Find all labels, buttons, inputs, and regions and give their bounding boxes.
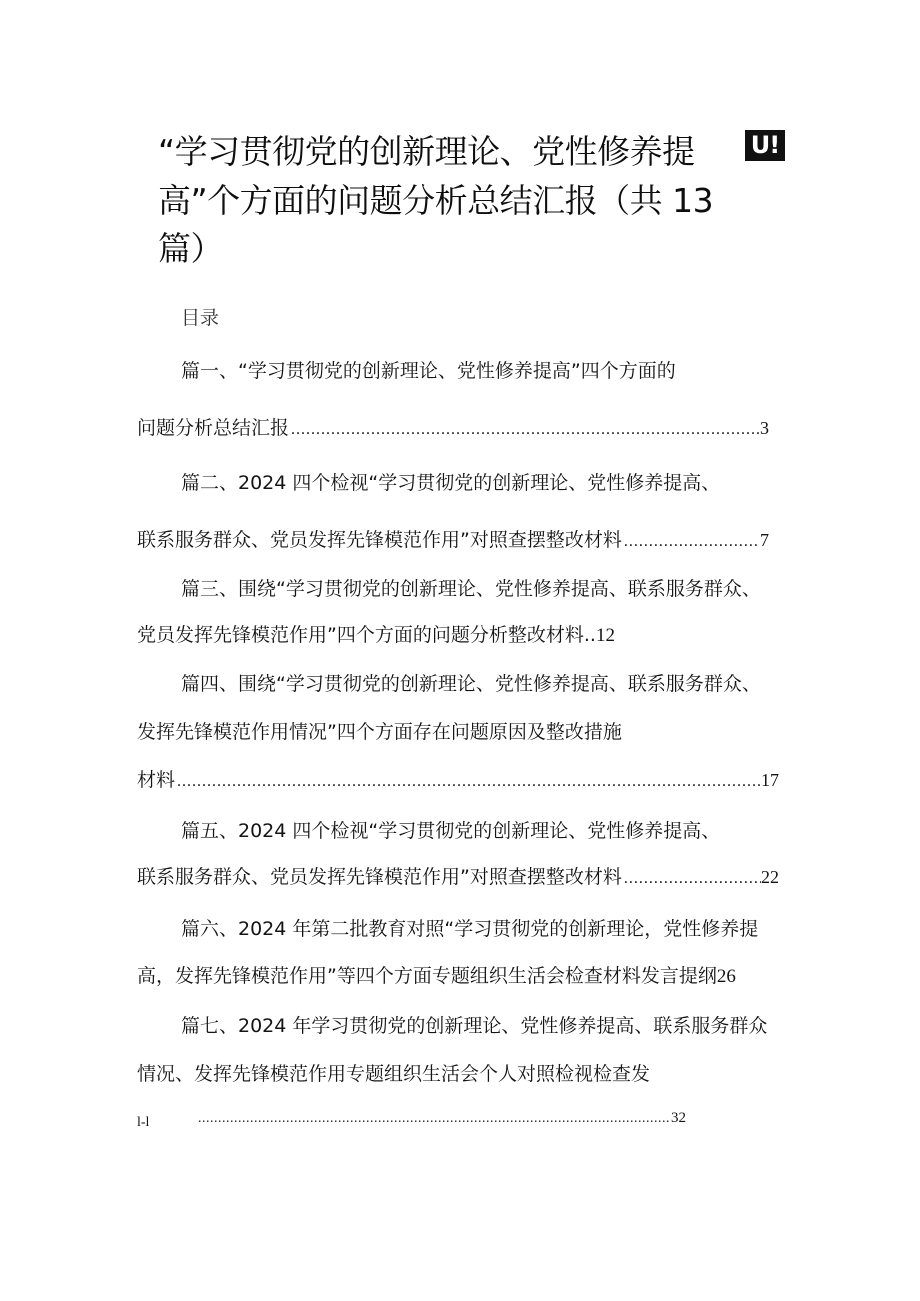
toc-entry-7-line-2: 情况、发挥先锋模范作用专题组织生活会个人对照检视检查发 (137, 1063, 651, 1085)
toc-entry-7-leader-row[interactable] (196, 1110, 686, 1127)
toc-entry-3-line-1: 篇三、围绕“学习贯彻党的创新理论、党性修养提高、联系服务群众、 (181, 578, 761, 600)
toc-heading: 目录 (181, 307, 220, 329)
toc-entry-2-line-1: 篇二、2024 四个检视“学习贯彻党的创新理论、党性修养提高、 (181, 472, 721, 494)
document-title-line-2: 高”个方面的问题分析总结汇报（共 13 (158, 181, 714, 220)
title-mark-badge: U! (745, 130, 785, 161)
toc-entry-2-page: 7 (760, 530, 769, 550)
toc-entry-7-line-1: 篇七、2024 年学习贯彻党的创新理论、党性修养提高、联系服务群众 (181, 1015, 768, 1037)
toc-entry-4-text: 材料 (137, 769, 176, 791)
toc-entry-1-line-1: 篇一、“学习贯彻党的创新理论、党性修养提高”四个方面的 (181, 360, 676, 382)
toc-entry-5-text: 联系服务群众、党员发挥先锋模范作用”对照查摆整改材料 (137, 866, 622, 888)
toc-entry-6-text: 高，发挥先锋模范作用”等四个方面专题组织生活会检查材料发言提纲 (137, 965, 717, 987)
toc-entry-2-dots (622, 533, 760, 551)
toc-entry-3-leader-row[interactable] (137, 620, 615, 647)
toc-entry-1-leader-row[interactable] (137, 413, 769, 440)
toc-entry-5-dots (622, 870, 761, 888)
toc-entry-1-dots (289, 421, 760, 439)
document-title-line-1: “学习贯彻党的创新理论、党性修养提 (158, 132, 695, 171)
toc-entry-6-page: 26 (716, 966, 736, 987)
toc-entry-1-text: 问题分析总结汇报 (137, 417, 290, 439)
toc-entry-7-page: 32 (671, 1110, 686, 1126)
toc-entry-4-leader-row[interactable] (137, 765, 779, 792)
toc-entry-4-line-1: 篇四、围绕“学习贯彻党的创新理论、党性修养提高、联系服务群众、 (181, 673, 761, 695)
toc-entry-5-page: 22 (761, 867, 779, 887)
toc-entry-7-text: l-l (137, 1115, 150, 1130)
toc-entry-3-page: 12 (595, 625, 615, 646)
toc-entry-6-line-1: 篇六、2024 年第二批教育对照“学习贯彻党的创新理论，党性修养提 (181, 918, 759, 940)
toc-entry-4-page: 17 (761, 770, 779, 790)
toc-entry-5-leader-row[interactable] (137, 862, 779, 889)
toc-entry-7-dots (196, 1111, 671, 1127)
toc-entry-4-dots (175, 773, 761, 791)
toc-entry-3-text: 党员发挥先锋模范作用”四个方面的问题分析整改材料.. (137, 624, 596, 646)
toc-entry-5-line-1: 篇五、2024 四个检视“学习贯彻党的创新理论、党性修养提高、 (181, 820, 721, 842)
toc-entry-4-line-2: 发挥先锋模范作用情况”四个方面存在问题原因及整改措施 (137, 721, 622, 743)
toc-entry-2-leader-row[interactable] (137, 525, 769, 552)
toc-entry-2-text: 联系服务群众、党员发挥先锋模范作用”对照查摆整改材料 (137, 529, 622, 551)
toc-entry-6-leader-row[interactable] (137, 961, 736, 988)
toc-entry-1-page: 3 (760, 418, 769, 438)
document-title-line-3: 篇） (158, 229, 223, 268)
